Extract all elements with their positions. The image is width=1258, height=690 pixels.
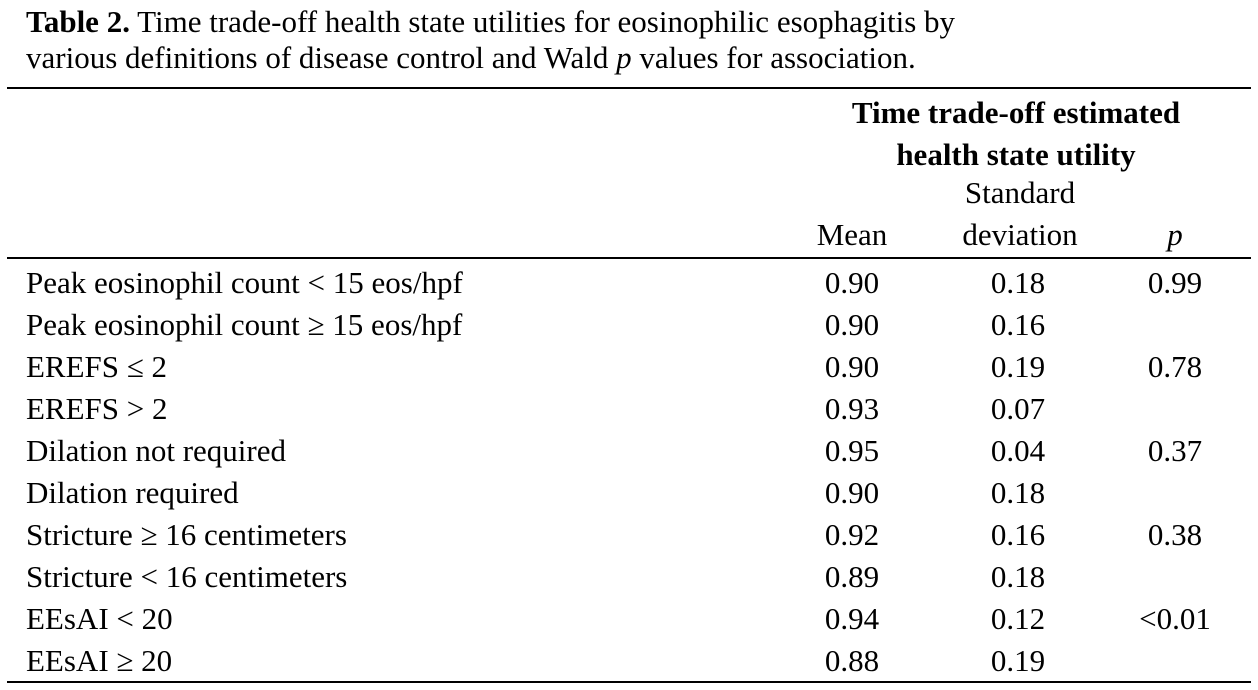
mean-value: 0.94	[824, 601, 880, 636]
mean-value: 0.93	[824, 391, 880, 426]
table-row	[0, 472, 1258, 514]
sd-value: 0.12	[990, 601, 1046, 636]
row-label: EEsAI ≥ 20	[26, 643, 173, 678]
table-row	[0, 346, 1258, 388]
sd-value: 0.07	[990, 391, 1046, 426]
p-value: <0.01	[1139, 601, 1211, 636]
sd-value: 0.19	[990, 349, 1046, 384]
mean-value: 0.90	[824, 265, 880, 300]
row-label: Stricture ≥ 16 centimeters	[26, 517, 347, 552]
column-header-sd-line-2: deviation	[962, 217, 1078, 252]
table-caption	[26, 4, 1246, 76]
caption-text-3: values for association.	[631, 40, 916, 75]
header-rule	[7, 257, 1251, 259]
table-row	[0, 430, 1258, 472]
row-label: EEsAI < 20	[26, 601, 173, 636]
sd-value: 0.16	[990, 307, 1046, 342]
sd-value: 0.18	[990, 559, 1046, 594]
sd-value: 0.18	[990, 265, 1046, 300]
row-label: Dilation not required	[26, 433, 286, 468]
row-label: Stricture < 16 centimeters	[26, 559, 348, 594]
row-label: Dilation required	[26, 475, 239, 510]
caption-p-symbol: p	[616, 40, 632, 75]
table-row	[0, 304, 1258, 346]
caption-text-1: Time trade-off health state utilities for eosinophilic esophagitis by	[129, 4, 956, 39]
p-value: 0.78	[1147, 349, 1203, 384]
sd-value: 0.19	[990, 643, 1046, 678]
column-header-sd	[930, 172, 1110, 256]
mean-value: 0.95	[824, 433, 880, 468]
row-label: Peak eosinophil count ≥ 15 eos/hpf	[26, 307, 463, 342]
mean-value: 0.90	[824, 349, 880, 384]
mean-value: 0.88	[824, 643, 880, 678]
group-header-line-2: health state utility	[896, 137, 1136, 172]
sd-value: 0.18	[990, 475, 1046, 510]
caption-line-1	[26, 4, 1246, 40]
caption-line-2	[26, 40, 1246, 76]
top-rule	[7, 87, 1251, 89]
row-label: EREFS > 2	[26, 391, 168, 426]
p-value: 0.38	[1147, 517, 1203, 552]
mean-value: 0.90	[824, 307, 880, 342]
table-row	[0, 388, 1258, 430]
p-value: 0.37	[1147, 433, 1203, 468]
column-header-sd-line-1: Standard	[964, 175, 1076, 210]
row-label: Peak eosinophil count < 15 eos/hpf	[26, 265, 463, 300]
p-value: 0.99	[1147, 265, 1203, 300]
group-header	[806, 92, 1226, 176]
bottom-rule	[7, 681, 1251, 683]
table-row	[0, 262, 1258, 304]
mean-value: 0.92	[824, 517, 880, 552]
sd-value: 0.04	[990, 433, 1046, 468]
group-header-line-1: Time trade-off estimated	[851, 95, 1181, 130]
mean-value: 0.89	[824, 559, 880, 594]
sd-value: 0.16	[990, 517, 1046, 552]
table-row	[0, 514, 1258, 556]
caption-label: Table 2.	[26, 4, 130, 39]
table-row	[0, 640, 1258, 682]
column-header-mean: Mean	[816, 217, 888, 252]
table-row	[0, 598, 1258, 640]
row-label: EREFS ≤ 2	[26, 349, 168, 384]
mean-value: 0.90	[824, 475, 880, 510]
column-header-p: p	[1167, 217, 1183, 252]
caption-text-2: various definitions of disease control and Wald	[26, 40, 617, 75]
table-row	[0, 556, 1258, 598]
